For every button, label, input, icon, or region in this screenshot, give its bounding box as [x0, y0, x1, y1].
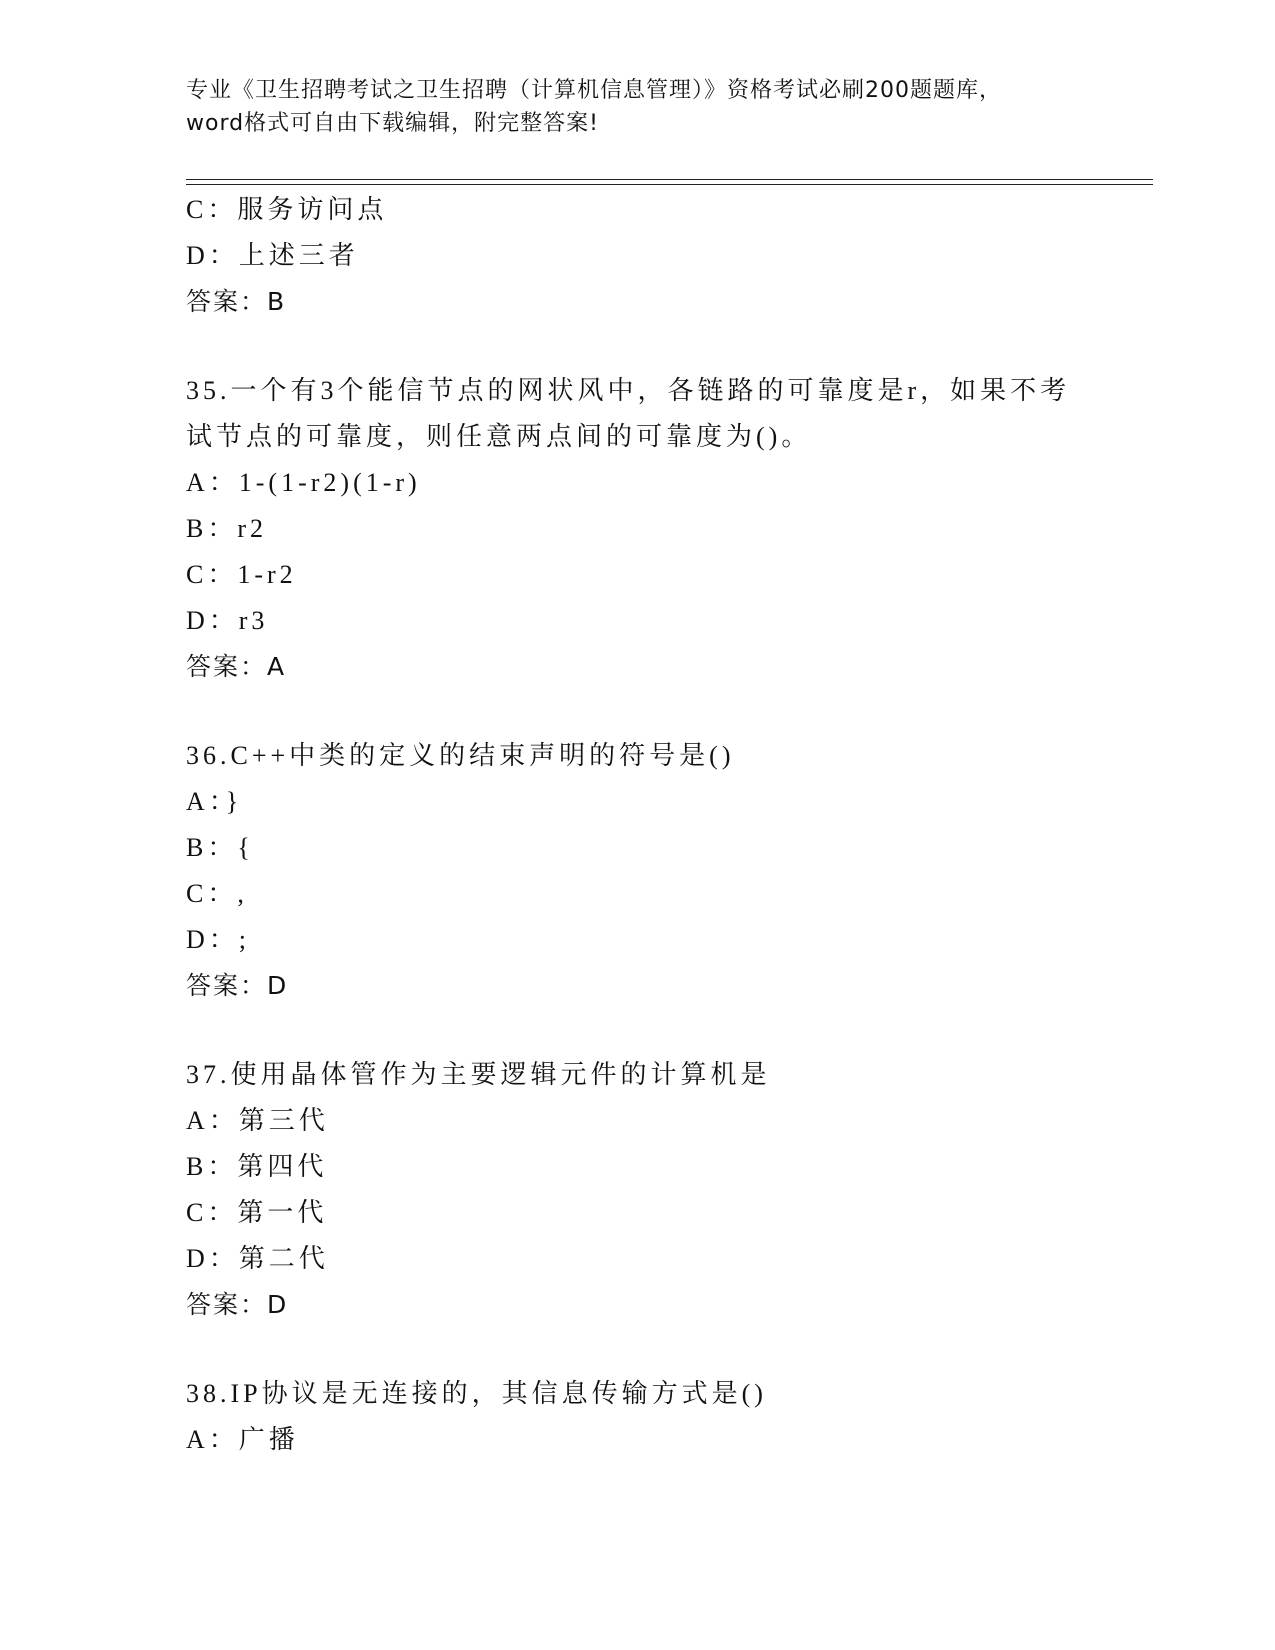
- answer-line: 答案：A: [186, 652, 287, 681]
- option-d: D：;: [186, 925, 251, 954]
- option-c: C：服务访问点: [186, 195, 388, 224]
- question-list: [186, 187, 1146, 1463]
- question-stem: 36.C++中类的定义的结束声明的符号是(): [186, 741, 735, 770]
- option-b: B：{: [186, 833, 254, 862]
- answer-line: 答案：B: [186, 287, 287, 316]
- option-c: C：1-r2: [186, 560, 297, 589]
- question-stem: 试节点的可靠度，则任意两点间的可靠度为()。: [186, 422, 812, 451]
- answer-line: 答案：D: [186, 1290, 289, 1319]
- option-d: D：r3: [186, 606, 269, 635]
- continued-question-block: [186, 187, 1146, 325]
- question-38: [186, 1371, 1146, 1463]
- option-d: D：上述三者: [186, 241, 359, 270]
- option-b: B：第四代: [186, 1152, 328, 1181]
- option-a: A：}: [186, 787, 243, 816]
- question-35: [186, 368, 1146, 690]
- option-d: D：第二代: [186, 1244, 329, 1273]
- header-title-line-2: word格式可自由下载编辑，附完整答案!: [186, 111, 599, 136]
- question-36: [186, 733, 1146, 1009]
- header-divider-top: [186, 179, 1153, 180]
- question-stem: 38.IP协议是无连接的，其信息传输方式是(): [186, 1379, 767, 1408]
- document-header: [186, 74, 1106, 140]
- option-a: A：第三代: [186, 1106, 329, 1135]
- option-c: C：第一代: [186, 1198, 328, 1227]
- question-stem: 37.使用晶体管作为主要逻辑元件的计算机是: [186, 1060, 771, 1089]
- header-title-line-1: 专业《卫生招聘考试之卫生招聘（计算机信息管理）》资格考试必刷200题题库，: [186, 78, 1002, 103]
- option-c: C：,: [186, 879, 248, 908]
- answer-line: 答案：D: [186, 971, 289, 1000]
- header-divider-bottom: [186, 184, 1153, 185]
- option-a: A：广播: [186, 1425, 299, 1454]
- option-b: B：r2: [186, 514, 268, 543]
- question-37: [186, 1052, 1146, 1328]
- option-a: A：1-(1-r2)(1-r): [186, 468, 421, 497]
- question-stem: 35.一个有3个能信节点的网状风中，各链路的可靠度是r，如果不考: [186, 376, 1071, 405]
